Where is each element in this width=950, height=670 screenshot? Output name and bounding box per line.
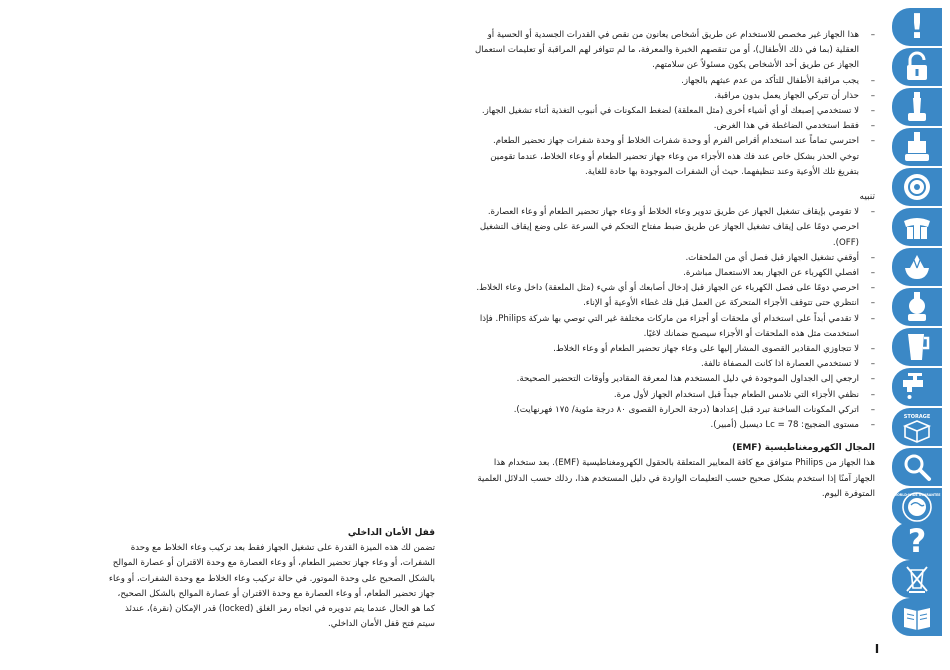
list-item: – احترسي تماماً عند استخدام أقراص الفرم أو وحدة شفرات الخلاط أو وحدة شفرات جهاز تحضير الطعام. توخي الحذر بشكل خاص عند فك هذه الأجزاء من وعاء جهاز تحضير الطعام أو وعاء الخلاط، عندما تقومين بتفريغ تلك الأوعية وعند تنظيفهما. حيث أن الشفرات الموجودة بها حادة للغاية. bbox=[472, 134, 875, 180]
side-text-column bbox=[105, 526, 435, 632]
blades-icon bbox=[901, 213, 933, 241]
emf-paragraph: هذا الجهاز من Philips متوافق مع كافة المعايير المتعلقة بالحقول الكهرومغناطيسية (EMF). بعد ستخدام هذا الجهاز آمنًا إذا استخدم بشكل صحيح حسب التعليمات الواردة في دليل المستخدم هذا، رذلك حسب الدلائل العلمية المتوفرة اليوم. bbox=[477, 458, 875, 499]
tab-recipes[interactable] bbox=[892, 598, 942, 636]
list-item: – افصلي الكهرباء عن الجهاز بعد الاستعمال مباشرة. bbox=[472, 266, 875, 281]
crossed-bin-icon bbox=[904, 564, 930, 594]
list-item: – مستوى الضجيج: Lc = 78 ديسبل (أمبير). bbox=[472, 418, 875, 433]
globe-guarantee-icon bbox=[893, 490, 941, 524]
caution-list bbox=[472, 205, 875, 433]
tab-troubleshooting[interactable] bbox=[892, 448, 942, 486]
list-item: – احرصي دومًا على فصل الكهرباء عن الجهاز قبل إدخال أصابعك أو أي شيء (مثل الملعقة) داخل وعاء الخلاط. bbox=[472, 281, 875, 296]
tab-help[interactable] bbox=[892, 522, 942, 560]
tab-safety[interactable] bbox=[892, 48, 942, 86]
list-item: – حذار أن تتركي الجهاز يعمل بدون مراقبة. bbox=[472, 89, 875, 104]
list-item: – اتركي المكونات الساخنة تبرد قبل إعدادها (درجة الحرارة القصوى ٨٠ درجة مئوية/ ١٧٥ فهرنهايت). bbox=[472, 403, 875, 418]
jug-icon bbox=[904, 331, 930, 363]
tab-blender[interactable] bbox=[892, 88, 942, 126]
caution-heading: تنبيه bbox=[859, 192, 875, 203]
tab-citrus-press[interactable] bbox=[892, 248, 942, 286]
list-item: – يجب مراقبة الأطفال للتأكد من عدم عبثهم بالجهاز. bbox=[472, 74, 875, 89]
disc-icon bbox=[902, 172, 932, 202]
safety-lock-heading: قفل الأمان الداخلي bbox=[347, 528, 435, 538]
tab-guarantee[interactable] bbox=[892, 488, 942, 526]
tab-warning[interactable] bbox=[892, 8, 942, 46]
main-text-column bbox=[472, 28, 875, 502]
svg-text:STORAGE: STORAGE bbox=[903, 414, 931, 420]
recipe-book-icon bbox=[901, 602, 933, 632]
question-icon: ? bbox=[907, 522, 927, 560]
tab-environment[interactable] bbox=[892, 560, 942, 598]
tab-blades[interactable] bbox=[892, 208, 942, 246]
citrus-press-icon bbox=[902, 252, 932, 282]
list-item: – انتظري حتى تتوقف الأجزاء المتحركة عن العمل قبل فك غطاء الأوعية أو الإناء. bbox=[472, 296, 875, 311]
juicer-icon bbox=[903, 291, 931, 323]
safety-lock-paragraph: تضمن لك هذه الميزة القدرة على تشغيل الجهاز فقط بعد تركيب وعاء الخلاط مع وحدة الشفرات، أو وعاء جهاز تحضير الطعام، أو وعاء العصارة مع وحدة الاقتران أو عصارة الموالح بالشكل الصحيح على وحدة الموتور. في حالة تركيب وعاء الخلاط مع وحدة الشفرات، أو وعاء جهاز تحضير الطعام، أو وعاء العصارة مع وحدة الاقتران أو عصارة الموالح بالشكل الصحيح، كما هو الحال عندما يتم تدويره في اتجاه رمز الغلق (locked) قدر الإمكان (نقرة)، عندئذ سيتم فتح قفل الأمان الداخلي. bbox=[108, 543, 435, 630]
tab-cleaning[interactable] bbox=[892, 368, 942, 406]
safety-list bbox=[472, 28, 875, 180]
list-item: – لا تستخدمي العصارة اذا كانت المصفاة تالفة. bbox=[472, 357, 875, 372]
exclamation-icon: ! bbox=[909, 7, 925, 47]
tab-jug[interactable] bbox=[892, 328, 942, 366]
list-item: – هذا الجهاز غير مخصص للاستخدام عن طريق أشخاص يعانون من نقص في القدرات الجسدية أو الحسية أو العقلية (بما في ذلك الأطفال)، أو من تنقصهم الخبرة والمعرفة، ما لم تتوافر لهم المراقبة أو تعليمات استعمال الجهاز عن طريق أحد الأشخاص يكون مسئولاً عن سلامتهم. bbox=[472, 28, 875, 74]
tab-disc[interactable] bbox=[892, 168, 942, 206]
list-item: – لا تتجاوزي المقادير القصوى المشار إليها على وعاء جهاز تحضير الطعام أو وعاء الخلاط. bbox=[472, 342, 875, 357]
list-item: – أوقفي تشغيل الجهاز قبل فصل أي من الملحقات. bbox=[472, 251, 875, 266]
list-item: – نظفي الأجزاء التي تلامس الطعام جيداً قبل استخدام الجهاز لأول مرة. bbox=[472, 388, 875, 403]
svg-text:WORLD-WIDE GUARANTEE: WORLD-WIDE GUARANTEE bbox=[893, 493, 941, 497]
tab-food-processor[interactable] bbox=[892, 128, 942, 166]
list-item: – لا تقدمي أبداً على استخدام أي ملحقات أو أجزاء من ماركات مختلفة غير التي توصي بها شركة Philips. فإذا استخدمت مثل هذه الملحقات أو الأجزاء سيصبح ضمانك لاغيًا. bbox=[472, 312, 875, 342]
section-tabs-sidebar bbox=[892, 0, 942, 636]
list-item: – لا تقومي بإيقاف تشغيل الجهاز عن طريق تدوير وعاء الخلاط أو وعاء جهاز تحضير الطعام أو وعاء العصارة. احرصي دومًا على إيقاف تشغيل الجهاز عن طريق ضبط مفتاح التحكم في السرعة على وضع إيقاف التشغيل (OFF). bbox=[472, 205, 875, 251]
list-item: – ارجعي إلى الجداول الموجودة في دليل المستخدم هذا لمعرفة المقادير وأوقات التحضير الصحيحة. bbox=[472, 372, 875, 387]
page-number: I bbox=[874, 642, 880, 656]
tap-icon bbox=[901, 372, 933, 402]
list-item: – لا تستخدمي إصبعك أو أي أشياء أخرى (مثل المعلقة) لضغط المكونات في أنبوب التغذية أثناء تشغيل الجهاز. bbox=[472, 104, 875, 119]
tab-juicer[interactable] bbox=[892, 288, 942, 326]
blender-icon bbox=[904, 91, 930, 123]
list-item: – فقط استخدمي الضاغطة في هذا الغرض. bbox=[472, 119, 875, 134]
padlock-icon bbox=[904, 52, 930, 82]
tab-storage[interactable] bbox=[892, 408, 942, 446]
storage-box-icon bbox=[900, 410, 934, 444]
magnifier-icon bbox=[902, 452, 932, 482]
emf-heading: المجال الكهرومغناطيسية (EMF) bbox=[732, 443, 875, 454]
food-processor-icon bbox=[903, 131, 931, 163]
